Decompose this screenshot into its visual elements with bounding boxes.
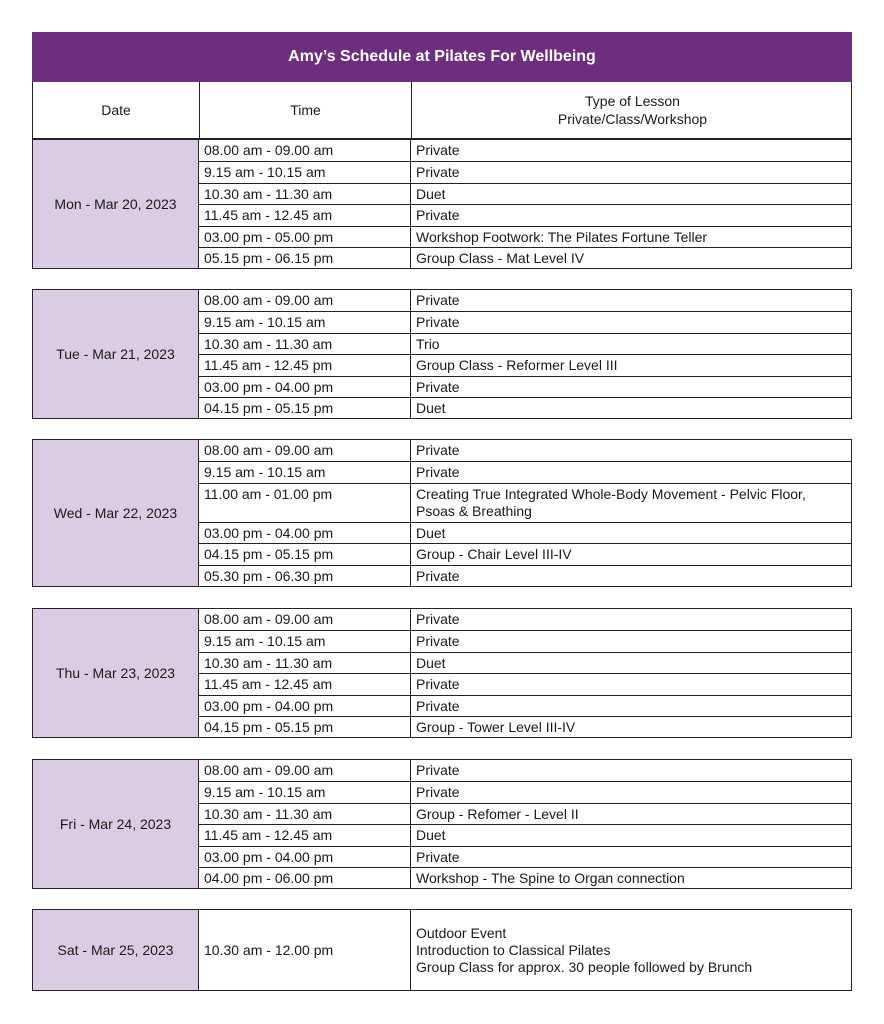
- schedule-row: [199, 311, 851, 332]
- day-rows: [199, 910, 851, 990]
- schedule-row: [199, 781, 851, 802]
- lesson-cell: Group - Refomer - Level II: [416, 805, 579, 822]
- schedule-row: [199, 247, 851, 268]
- day-rows: [199, 140, 851, 268]
- time-cell: 9.15 am - 10.15 am: [199, 162, 411, 182]
- time-cell: 05.30 pm - 06.30 pm: [199, 566, 411, 586]
- schedule-row: [199, 846, 851, 867]
- lesson-cell: Private: [416, 697, 460, 714]
- lesson-cell: Trio: [416, 335, 440, 352]
- schedule-row: [199, 333, 851, 354]
- day-block-mon: [32, 139, 852, 269]
- lesson-cell: Private: [416, 848, 460, 865]
- schedule-row: [199, 824, 851, 845]
- time-cell: 08.00 am - 09.00 am: [199, 140, 411, 161]
- lesson-cell: Workshop - The Spine to Organ connection: [416, 869, 685, 886]
- schedule-row: [199, 354, 851, 375]
- time-cell: 08.00 am - 09.00 am: [199, 609, 411, 630]
- schedule-row: [199, 716, 851, 737]
- schedule-row: [199, 760, 851, 781]
- day-block-tue: [32, 289, 852, 419]
- lesson-cell: Creating True Integrated Whole-Body Movement - Pelvic Floor, Psoas & Breathing: [416, 485, 806, 519]
- lesson-cell: Workshop Footwork: The Pilates Fortune Teller: [416, 228, 708, 245]
- schedule-row: [199, 140, 851, 161]
- time-cell: 11.45 am - 12.45 am: [199, 205, 411, 225]
- schedule-row: [199, 543, 851, 564]
- day-rows: [199, 440, 851, 586]
- lesson-cell: Private: [416, 442, 460, 458]
- time-cell: 04.15 pm - 05.15 pm: [199, 398, 411, 418]
- lesson-cell: Duet: [416, 827, 446, 844]
- time-cell: 11.45 am - 12.45 am: [199, 825, 411, 845]
- time-cell: 10.30 am - 11.30 am: [199, 334, 411, 354]
- day-block-wed: [32, 439, 852, 587]
- schedule-row: [199, 867, 851, 888]
- lesson-cell: Group - Chair Level III-IV: [416, 546, 572, 563]
- schedule-row: [199, 183, 851, 204]
- time-cell: 08.00 am - 09.00 am: [199, 290, 411, 311]
- schedule-row: [199, 161, 851, 182]
- day-date: Fri - Mar 24, 2023: [33, 760, 199, 888]
- schedule-row: [199, 910, 851, 990]
- column-headers: [32, 82, 852, 139]
- lesson-cell: Duet: [416, 524, 446, 541]
- lesson-cell: Private: [416, 762, 460, 778]
- lesson-cell: Group Class - Mat Level IV: [416, 249, 585, 266]
- day-rows: [199, 290, 851, 418]
- schedule-row: [199, 290, 851, 311]
- schedule-row: [199, 652, 851, 673]
- time-cell: 11.00 am - 01.00 pm: [199, 484, 411, 522]
- lesson-cell: Group - Tower Level III-IV: [416, 718, 576, 735]
- time-cell: 9.15 am - 10.15 am: [199, 462, 411, 482]
- time-cell: 04.00 pm - 06.00 pm: [199, 868, 411, 888]
- lesson-header-line-2: Private/Class/Workshop: [557, 111, 708, 127]
- lesson-cell: Duet: [416, 654, 446, 671]
- day-date: Wed - Mar 22, 2023: [33, 440, 199, 586]
- time-cell: 10.30 am - 11.30 am: [199, 804, 411, 824]
- time-cell: 08.00 am - 09.00 am: [199, 760, 411, 781]
- lesson-column-header: [411, 82, 853, 138]
- schedule-row: [199, 483, 851, 522]
- time-cell: 03.00 pm - 04.00 pm: [199, 523, 411, 543]
- day-rows: [199, 760, 851, 888]
- lesson-header-line-1: Type of Lesson: [585, 93, 680, 109]
- time-cell: 08.00 am - 09.00 am: [199, 440, 411, 461]
- schedule-row: [199, 522, 851, 543]
- day-block-thu: [32, 608, 852, 738]
- time-cell: 04.15 pm - 05.15 pm: [199, 544, 411, 564]
- time-cell: 05.15 pm - 06.15 pm: [199, 248, 411, 268]
- schedule-row: [199, 397, 851, 418]
- day-date: Sat - Mar 25, 2023: [33, 910, 199, 990]
- schedule-row: [199, 461, 851, 482]
- lesson-cell: Private: [416, 292, 460, 308]
- lesson-cell: Private: [416, 142, 460, 158]
- schedule-header: [32, 32, 852, 139]
- time-cell: 9.15 am - 10.15 am: [199, 782, 411, 802]
- lesson-cell: Private: [416, 676, 460, 693]
- day-rows: [199, 609, 851, 737]
- day-block-sat: [32, 909, 852, 991]
- time-cell: 04.15 pm - 05.15 pm: [199, 717, 411, 737]
- lesson-cell: Private: [416, 314, 460, 331]
- day-date: Thu - Mar 23, 2023: [33, 609, 199, 737]
- schedule-row: [199, 376, 851, 397]
- lesson-cell: Private: [416, 567, 460, 584]
- time-cell: 03.00 pm - 05.00 pm: [199, 227, 411, 247]
- schedule-row: [199, 440, 851, 461]
- lesson-cell: Duet: [416, 185, 446, 202]
- lesson-line: Introduction to Classical Pilates: [416, 941, 611, 958]
- lesson-cell: Private: [416, 464, 460, 481]
- schedule-row: [199, 565, 851, 586]
- time-cell: 10.30 am - 11.30 am: [199, 653, 411, 673]
- time-cell: 03.00 pm - 04.00 pm: [199, 847, 411, 867]
- lesson-line: Outdoor Event: [416, 924, 507, 941]
- time-cell: 10.30 am - 12.00 pm: [199, 910, 411, 990]
- schedule-row: [199, 695, 851, 716]
- schedule-row: [199, 803, 851, 824]
- lesson-cell: Private: [416, 378, 460, 395]
- lesson-line: Group Class for approx. 30 people followed by Brunch: [416, 958, 753, 975]
- schedule-row: [199, 630, 851, 651]
- time-cell: 11.45 am - 12.45 pm: [199, 355, 411, 375]
- date-column-header: Date: [101, 102, 131, 118]
- day-block-fri: [32, 759, 852, 889]
- day-date: Tue - Mar 21, 2023: [33, 290, 199, 418]
- lesson-cell: Private: [416, 611, 460, 627]
- lesson-cell: Private: [416, 633, 460, 650]
- schedule-row: [199, 609, 851, 630]
- schedule-title: Amy’s Schedule at Pilates For Wellbeing: [32, 32, 852, 82]
- schedule-row: [199, 226, 851, 247]
- schedule-row: [199, 204, 851, 225]
- time-cell: 11.45 am - 12.45 am: [199, 674, 411, 694]
- day-date: Mon - Mar 20, 2023: [33, 140, 199, 268]
- time-column-header: Time: [199, 82, 411, 138]
- time-cell: 10.30 am - 11.30 am: [199, 184, 411, 204]
- time-cell: 9.15 am - 10.15 am: [199, 631, 411, 651]
- time-cell: 9.15 am - 10.15 am: [199, 312, 411, 332]
- time-cell: 03.00 pm - 04.00 pm: [199, 696, 411, 716]
- lesson-cell: Private: [416, 207, 460, 224]
- lesson-cell: Duet: [416, 399, 446, 416]
- schedule-row: [199, 673, 851, 694]
- time-cell: 03.00 pm - 04.00 pm: [199, 377, 411, 397]
- lesson-cell: Group Class - Reformer Level III: [416, 357, 618, 374]
- lesson-cell: [411, 910, 851, 990]
- lesson-cell: Private: [416, 164, 460, 181]
- lesson-cell: Private: [416, 784, 460, 801]
